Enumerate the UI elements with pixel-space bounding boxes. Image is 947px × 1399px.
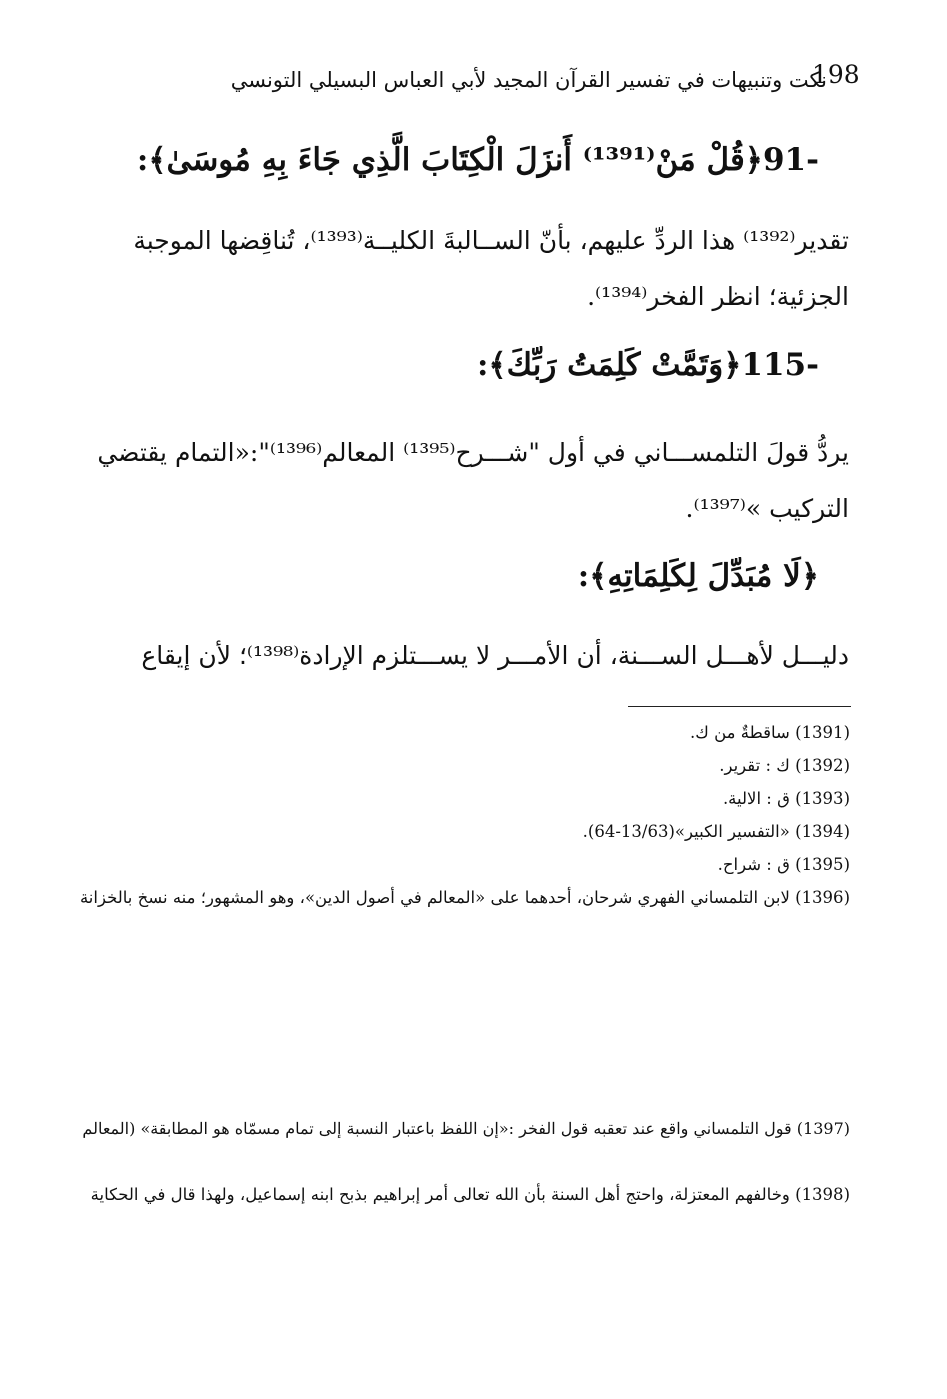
- footnote-1394: [80, 815, 850, 848]
- footnote-line: (1393) ق : الالية.: [722, 789, 850, 808]
- verse-text: ﴿لَا مُبَدِّلَ لِكَلِمَاتِهِ﴾:: [577, 558, 819, 594]
- footnote-line: (1396) لابن التلمساني الفهري شرحان، أحدهما على «المعالم في أصول الدين»، وهو المشهور؛ منه نسخ بالخزانة: [79, 888, 850, 907]
- footnote-1397: [80, 1112, 850, 1178]
- commentary-paragraph: [79, 213, 849, 325]
- footnote-line: [80, 1013, 850, 1046]
- footnote-line: [80, 914, 850, 947]
- paragraph-line: التركيب »⁽¹³⁹⁷⁾.: [685, 494, 849, 523]
- footnote-line: [80, 980, 850, 1013]
- footnote-line: [80, 1277, 850, 1310]
- commentary-paragraph: [79, 628, 849, 684]
- footnote-line: [80, 1244, 850, 1277]
- verse-number: 91-: [762, 142, 819, 178]
- verse-heading-91: [137, 142, 819, 178]
- footnote-line: (1395) ق : شراح.: [717, 855, 850, 874]
- paragraph-line: الجزئية؛ انظر الفخر⁽¹³⁹⁴⁾.: [587, 282, 849, 311]
- footnote-1398: [80, 1178, 850, 1343]
- paragraph-line: تقدير⁽¹³⁹²⁾ هذا الردِّ عليهم، بأنّ الســالبةَ الكليــة⁽¹³⁹³⁾، تُناقِضها الموجبة: [133, 226, 849, 255]
- footnote-line: [80, 1145, 850, 1178]
- footnote-1393: [80, 782, 850, 815]
- footnote-line: (1391) ساقطةٌ من ك.: [690, 723, 850, 742]
- page-number: 198: [812, 60, 860, 89]
- paragraph-line: يردُّ قولَ التلمســـاني في أول "شـــرح⁽¹³⁹⁵⁾ المعالم⁽¹³⁹⁶⁾":«التمام يقتضي: [97, 438, 849, 467]
- commentary-paragraph: [79, 425, 849, 537]
- footnote-line: [80, 947, 850, 980]
- footnote-1391: [80, 716, 850, 749]
- footnote-line: (1394) «التفسير الكبير»(13/63-64).: [582, 822, 850, 841]
- verse-heading-115: [477, 347, 819, 383]
- footnote-line: (1392) ك : تقرير.: [719, 756, 850, 775]
- footnote-line: [80, 1310, 850, 1343]
- verse-text: ﴿قُلْ مَنْ⁽¹³⁹¹⁾ أَنزَلَ الْكِتَابَ الَّذِي جَاءَ بِهِ مُوسَىٰ﴾:: [136, 142, 763, 178]
- verse-heading: [578, 558, 819, 594]
- verse-text: ﴿وَتَمَّتْ كَلِمَتُ رَبِّكَ﴾:: [476, 347, 742, 383]
- footnote-line: [80, 1211, 850, 1244]
- footnote-separator: [628, 706, 851, 707]
- footnote-1392: [80, 749, 850, 782]
- footnote-line: (1398) وخالفهم المعتزلة، واحتج أهل السنة بأن الله تعالى أمر إبراهيم بذبح ابنه إسماعيل، ولهذا قال في الحكاية: [90, 1185, 850, 1204]
- footnote-1396: [80, 881, 850, 1112]
- running-title: نكت وتنبيهات في تفسير القرآن المجيد لأبي العباس البسيلي التونسي: [230, 68, 827, 92]
- footnote-line: (1397) قول التلمساني واقع عند تعقبه قول الفخر :«إن اللفظ باعتبار النسبة إلى تمام مسمّاه هو المطابقة» (المعالم: [82, 1119, 850, 1138]
- footnote-line: [80, 1079, 850, 1112]
- paragraph-line: دليـــل لأهـــل الســـنة، أن الأمـــر لا يســـتلزم الإرادة⁽¹³⁹⁸⁾؛ لأن إيقاع: [141, 641, 849, 670]
- verse-number: 115-: [741, 347, 819, 383]
- footnote-line: [80, 1046, 850, 1079]
- footnotes: [80, 716, 850, 1343]
- footnote-1395: [80, 848, 850, 881]
